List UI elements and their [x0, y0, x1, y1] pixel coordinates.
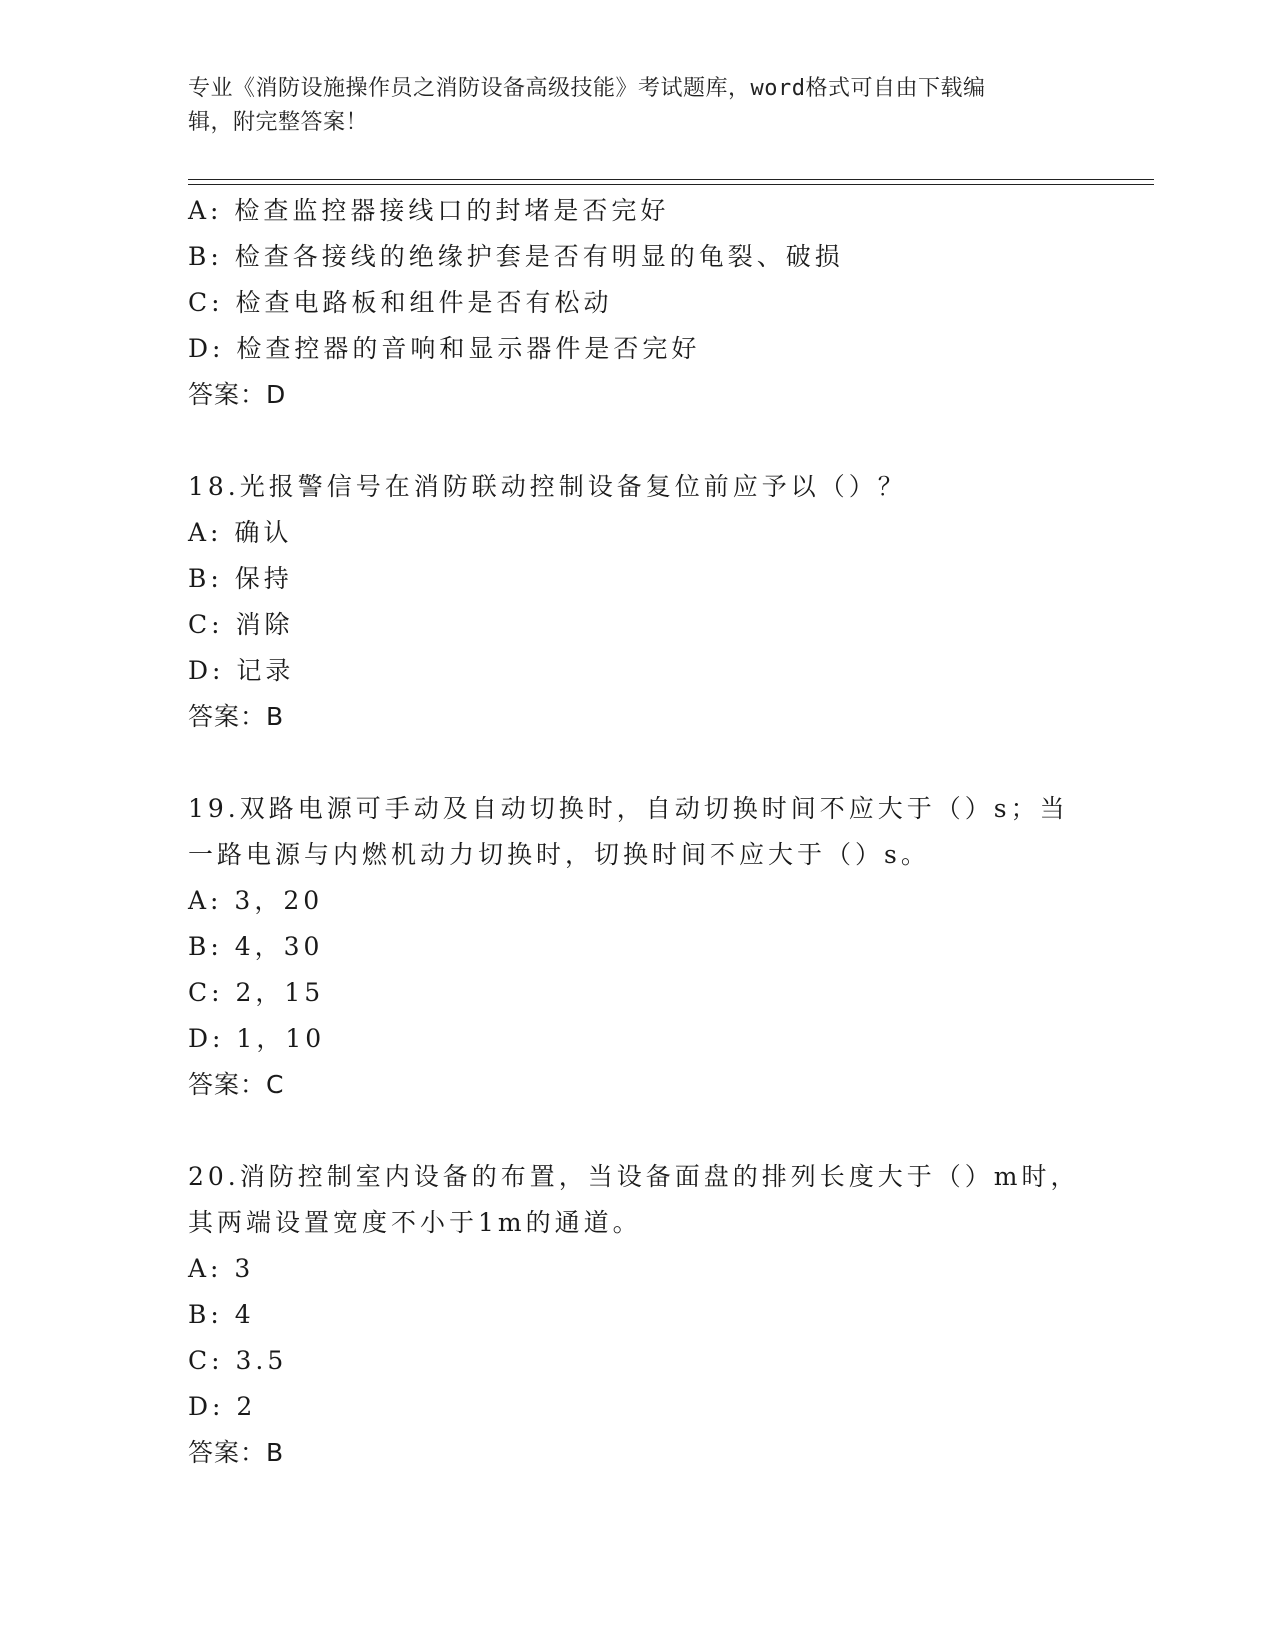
spacer [188, 1108, 1068, 1154]
question-text-line-1: 20.消防控制室内设备的布置，当设备面盘的排列长度大于（）m时， [188, 1162, 1080, 1191]
question-text-line-2: 一路电源与内燃机动力切换时，切换时间不应大于（）s。 [188, 840, 930, 869]
option-d: D: 检查控器的音响和显示器件是否完好 [188, 334, 701, 363]
header-line-1: 专业《消防设施操作员之消防设备高级技能》考试题库，word格式可自由下载编 [188, 76, 986, 101]
question-20 [188, 1154, 1080, 1476]
option-c: C: 2，15 [188, 978, 325, 1007]
option-c: C: 消除 [188, 610, 294, 639]
question-19 [188, 786, 1068, 1108]
option-a: A: 3 [188, 1254, 255, 1283]
option-d: D: 记录 [188, 656, 295, 685]
option-a: A: 3，20 [188, 886, 324, 915]
spacer [188, 740, 1068, 786]
header-divider-top [188, 179, 1154, 180]
question-text-line-1: 19.双路电源可手动及自动切换时，自动切换时间不应大于（）s；当 [188, 794, 1069, 823]
answer-label: 答案：B [188, 1438, 285, 1467]
question-text-line-2: 其两端设置宽度不小于1m的通道。 [188, 1208, 642, 1237]
question-text: 18.光报警信号在消防联动控制设备复位前应予以（）？ [188, 472, 907, 501]
answer-label: 答案：B [188, 702, 285, 731]
answer-label: 答案：C [188, 1070, 285, 1099]
spacer [188, 418, 1068, 464]
document-header [188, 72, 1068, 140]
option-a: A: 确认 [188, 518, 293, 547]
question-list [188, 188, 1080, 1476]
option-d: D: 1，10 [188, 1024, 326, 1053]
option-a: A: 检查监控器接线口的封堵是否完好 [188, 196, 670, 225]
option-c: C: 检查电路板和组件是否有松动 [188, 288, 613, 317]
option-d: D: 2 [188, 1392, 257, 1421]
option-b: B: 检查各接线的绝缘护套是否有明显的龟裂、破损 [188, 242, 844, 271]
option-c: C: 3.5 [188, 1346, 288, 1375]
header-divider-bottom [188, 184, 1154, 185]
question-18 [188, 464, 1068, 740]
option-b: B: 保持 [188, 564, 293, 593]
option-b: B: 4 [188, 1300, 255, 1329]
question-17 [188, 188, 1068, 418]
answer-label: 答案：D [188, 380, 287, 409]
header-line-2: 辑，附完整答案！ [188, 110, 369, 135]
option-b: B: 4，30 [188, 932, 324, 961]
